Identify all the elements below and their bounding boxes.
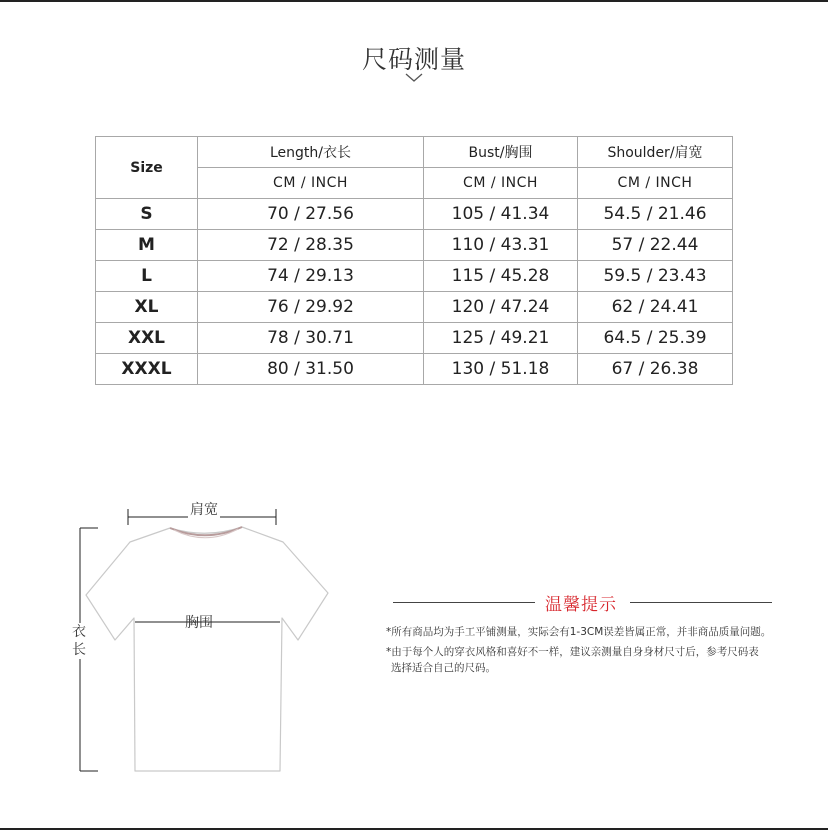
size-cell: XXXL [96, 354, 198, 385]
bust-column-header: Bust/胸围 [424, 137, 578, 168]
length-cell: 70 / 27.56 [198, 199, 424, 230]
shoulder-dimension-label: 肩宽 [188, 499, 220, 519]
bust-cell: 120 / 47.24 [424, 292, 578, 323]
size-cell: S [96, 199, 198, 230]
table-row [96, 230, 733, 261]
shoulder-cell: 54.5 / 21.46 [578, 199, 733, 230]
length-cell: 80 / 31.50 [198, 354, 424, 385]
length-label-char-2: 长 [72, 642, 86, 658]
shoulder-column-header: Shoulder/肩宽 [578, 137, 733, 168]
table-row [96, 354, 733, 385]
tips-divider-right [630, 602, 772, 603]
tip-text: *由于每个人的穿衣风格和喜好不一样，建议亲测量自身身材尺寸后，参考尺码表 [386, 646, 759, 658]
shoulder-cell: 62 / 24.41 [578, 292, 733, 323]
bust-cell: 130 / 51.18 [424, 354, 578, 385]
chevron-down-icon [404, 72, 424, 84]
size-cell: L [96, 261, 198, 292]
length-cell: 72 / 28.35 [198, 230, 424, 261]
top-border [0, 0, 828, 2]
table-header-row [96, 137, 733, 168]
tshirt-diagram [70, 495, 350, 785]
page-title: 尺码测量 [361, 45, 466, 74]
size-cell: XXL [96, 323, 198, 354]
shoulder-cell: 64.5 / 25.39 [578, 323, 733, 354]
size-column-header: Size [96, 137, 198, 199]
size-cell: XL [96, 292, 198, 323]
tips-title: 温馨提示 [545, 595, 617, 615]
length-dimension-label [71, 623, 87, 659]
bust-cell: 105 / 41.34 [424, 199, 578, 230]
bust-dimension-label: 胸围 [185, 615, 213, 631]
length-cell: 74 / 29.13 [198, 261, 424, 292]
shoulder-unit-header: CM / INCH [578, 168, 733, 199]
tshirt-icon [70, 495, 350, 785]
tip-text: *所有商品均为手工平铺测量，实际会有1-3CM误差皆属正常，并非商品质量问题。 [386, 626, 772, 638]
table-row [96, 323, 733, 354]
tip-text-continued: 选择适合自己的尺码。 [391, 662, 496, 674]
table-row [96, 199, 733, 230]
shoulder-cell: 67 / 26.38 [578, 354, 733, 385]
shoulder-cell: 59.5 / 23.43 [578, 261, 733, 292]
table-row [96, 292, 733, 323]
length-cell: 76 / 29.92 [198, 292, 424, 323]
bust-cell: 110 / 43.31 [424, 230, 578, 261]
length-cell: 78 / 30.71 [198, 323, 424, 354]
length-unit-header: CM / INCH [198, 168, 424, 199]
tips-divider-left [393, 602, 535, 603]
length-label-char-1: 衣 [72, 624, 86, 640]
shoulder-cell: 57 / 22.44 [578, 230, 733, 261]
length-column-header: Length/衣长 [198, 137, 424, 168]
size-cell: M [96, 230, 198, 261]
bust-cell: 115 / 45.28 [424, 261, 578, 292]
table-row [96, 261, 733, 292]
size-table [95, 136, 733, 385]
bust-cell: 125 / 49.21 [424, 323, 578, 354]
bust-unit-header: CM / INCH [424, 168, 578, 199]
